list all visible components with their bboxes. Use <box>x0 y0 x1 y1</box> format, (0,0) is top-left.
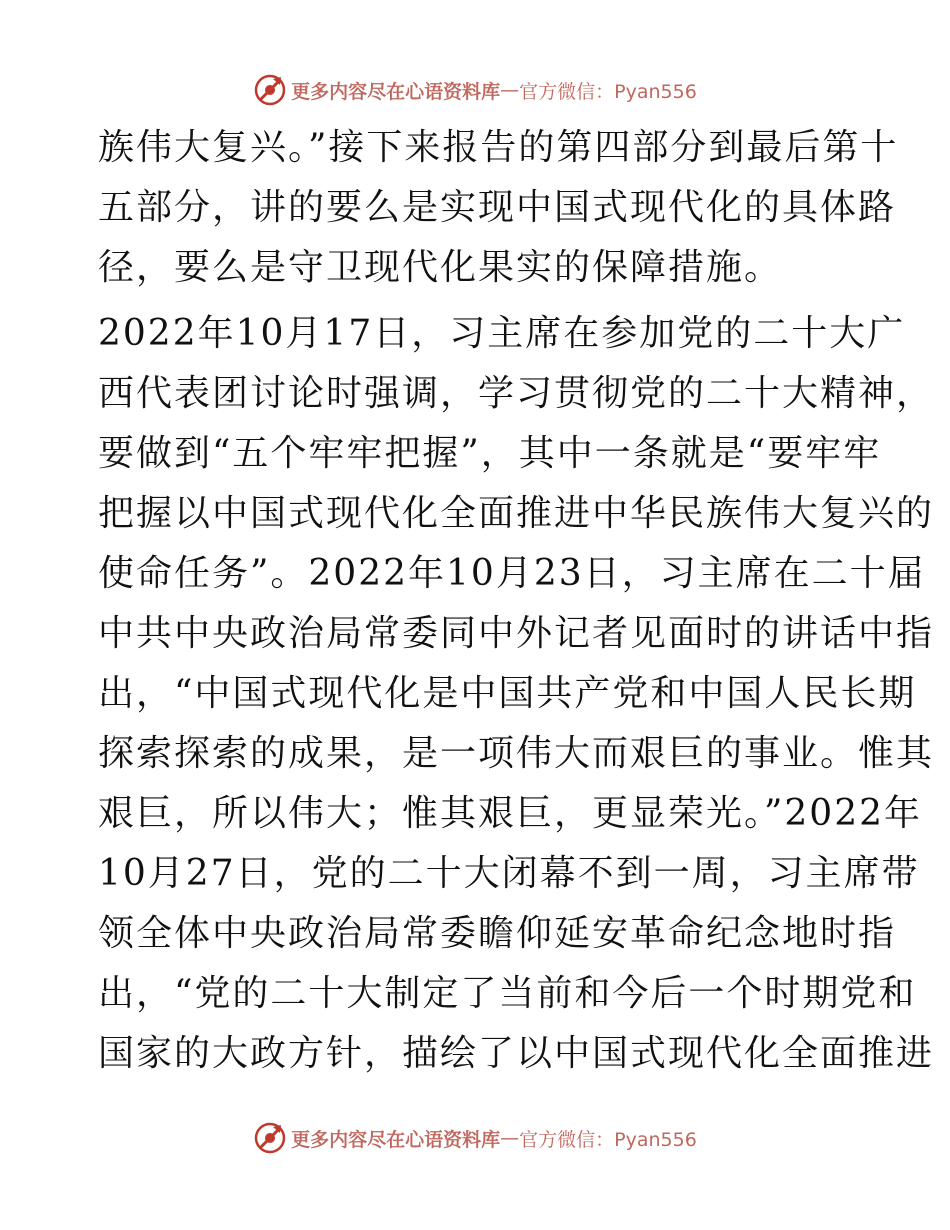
text-line: 要做到“五个牢牢把握”，其中一条就是“要牢牢 <box>98 433 882 474</box>
watermark-dash: — <box>500 79 520 101</box>
text-line: 西代表团讨论时强调，学习贯彻党的二十大精神， <box>98 373 935 414</box>
footer-watermark <box>0 1118 950 1158</box>
watermark-sub-text: 官方微信：Pyan556 <box>519 80 697 103</box>
text-line: 领全体中央政治局常委瞻仰延安革命纪念地时指 <box>98 913 897 954</box>
text-line: 中共中央政治局常委同中外记者见面时的讲话中指 <box>98 613 935 654</box>
text-line: 径，要么是守卫现代化果实的保障措施。 <box>98 247 783 288</box>
watermark-main-text: 更多内容尽在心语资料库 <box>291 80 501 103</box>
text-line: 国家的大政方针，描绘了以中国式现代化全面推进 <box>98 1033 935 1074</box>
watermark-main-text: 更多内容尽在心语资料库 <box>291 1128 501 1151</box>
paragraph <box>98 118 899 298</box>
paragraph <box>98 304 935 1144</box>
text-line: 艰巨，所以伟大；惟其艰巨，更显荣光。”2022年 <box>98 793 923 834</box>
text-line: 五部分，讲的要么是实现中国式现代化的具体路 <box>98 187 897 228</box>
text-line: 族伟大复兴。”接下来报告的第四部分到最后第十 <box>98 127 899 168</box>
header-watermark <box>0 70 950 110</box>
watermark-sub-text: 官方微信：Pyan556 <box>519 1128 697 1151</box>
watermark-dash: — <box>500 1127 520 1149</box>
document-body <box>98 118 935 1144</box>
text-line: 探索探索的成果，是一项伟大而艰巨的事业。惟其 <box>98 733 935 774</box>
logo-icon <box>253 73 287 107</box>
logo-icon <box>253 1121 287 1155</box>
text-line: 出，“党的二十大制定了当前和今后一个时期党和 <box>98 973 917 1014</box>
text-line: 10月27日，党的二十大闭幕不到一周，习主席带 <box>98 853 920 894</box>
text-line: 使命任务”。2022年10月23日，习主席在二十届 <box>98 553 926 594</box>
text-line: 2022年10月17日，习主席在参加党的二十大广 <box>98 313 906 354</box>
text-line: 出，“中国式现代化是中国共产党和中国人民长期 <box>98 673 917 714</box>
text-line: 把握以中国式现代化全面推进中华民族伟大复兴的 <box>98 493 935 534</box>
